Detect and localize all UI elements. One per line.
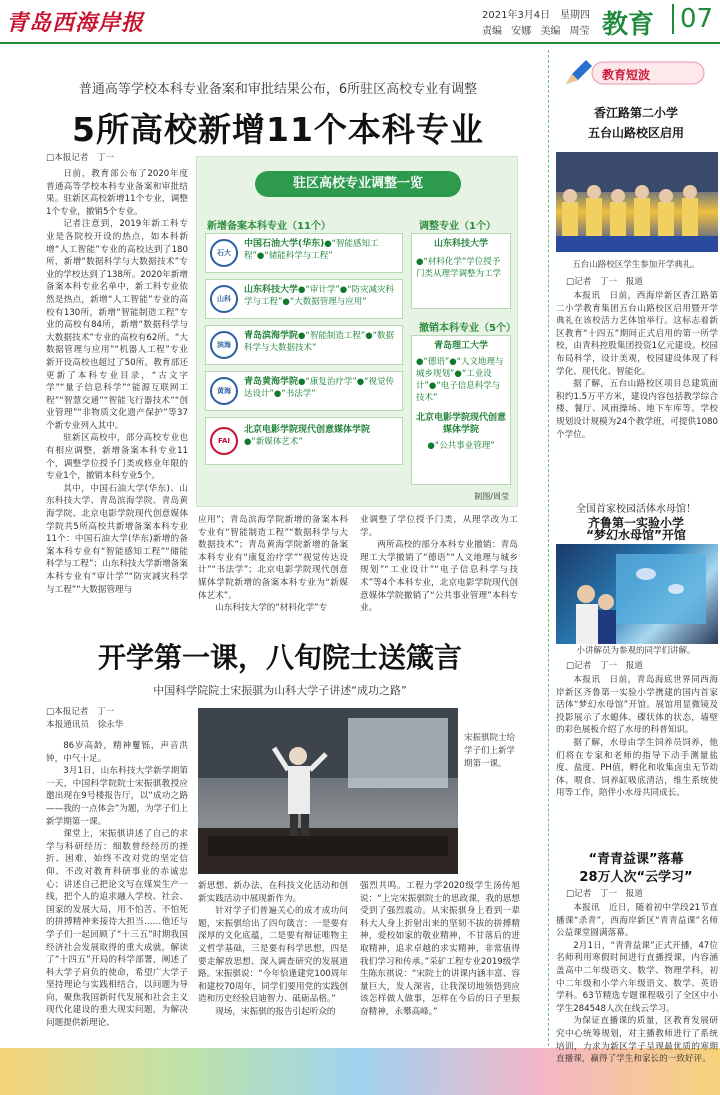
school-majors: ●“审计学”●“防灾减灾科学与工程”●“大数据管理与应用” (244, 285, 395, 307)
paragraph: 山东科技大学的“材料化学”专 (215, 603, 328, 614)
news3-byline: □记者 丁一 报道 (566, 889, 643, 899)
paragraph: 为保证直播课的质量，区教育发展研究中心统筹规划，对主播教师进行了系统培训，力求为新区学子呈现最优质的寒期直播课，赢得了学生和家长的一致好评。 (556, 1016, 718, 1065)
article2-byline (46, 706, 186, 731)
news2-body (556, 674, 718, 804)
major-adjustment-infographic (196, 156, 518, 507)
school-seal-icon: 山科 (210, 285, 238, 313)
paragraph: 据了解，水母由学生饲养员饲养，他们将在专家和老师的指导下动手测量盐度、盐度、PH值，孵化和收集卤虫无节幼体、喂食、饲养缸吸底清洁，维生系统使用等工作，陪伴小水母共同成长。 (556, 737, 718, 799)
article2-headline: 开学第一课，八旬院士送箴言 (97, 641, 462, 674)
school-name: 北京电影学院现代创意媒体学院 (244, 425, 371, 435)
article1-column-3 (360, 514, 518, 624)
new-majors-header: 新增备案本科专业（11个） (207, 221, 331, 232)
article2-subtitle: 中国科学院院士宋振骐为山科大学子讲述“成功之路” (153, 684, 407, 697)
school-majors: ●“新媒体艺术” (244, 437, 303, 447)
infographic-title: 驻区高校专业调整一览 (292, 176, 423, 191)
paragraph: 本报讯 近日，随着初中学段21节直播课“杀青”，西海岸新区“青青益课”名师公益课堂圆满落幕。 (556, 903, 718, 939)
page-number: 07 (672, 4, 713, 34)
news1-headline-2: 五台山路校区启用 (587, 126, 684, 140)
infographic-credit: 制图/周莹 (474, 492, 509, 501)
news1-photo-caption: 五台山路校区学生参加开学典礼。 (572, 260, 700, 270)
school-name: 中国石油大学(华东) (244, 239, 325, 249)
jellyfish-hall-photo (556, 544, 718, 644)
paragraph: 本报讯 日前，青岛海底世界同西海岸新区齐鲁第一实验小学携建的国内首家活体“梦幻水母馆”开馆。展馆用显微镜及投影展示了水螅体、碟状体的状态，墙壁的彩色展板介绍了水母的科普知识。 (556, 675, 718, 736)
students-illustration (556, 152, 718, 252)
revoke-detail: ●“公共事业管理” (427, 441, 495, 451)
school-seal-icon: 黄海 (210, 377, 238, 405)
school-majors: ●“智能制造工程”●“数据科学与大数据技术” (244, 331, 395, 353)
issue-weekday: 星期四 (560, 10, 590, 21)
news2-byline: □记者 丁一 报道 (566, 661, 643, 671)
brief-badge-label: 教育短波 (602, 68, 651, 82)
lecture-photo (198, 708, 458, 874)
article1-byline: □本报记者 丁一 (46, 153, 115, 163)
infographic-title-pill (255, 171, 461, 197)
school-box-sdust (205, 279, 403, 319)
paragraph: 本报讯 日前，西海岸新区香江路第二小学教育集团五台山路校区启用暨开学典礼在该校活力艺体馆举行。这标志着新区教育“十四五”期间正式启用的第一所学校，由青科控股集团投资1亿元建设。校园布局科学，设计美观，校园建设体现了科学化、现代化、智能化。 (556, 291, 718, 377)
school-box-upc (205, 233, 403, 273)
news1-byline: □记者 丁一 报道 (566, 277, 643, 287)
adjust-majors-header: 调整专业（1个） (419, 221, 496, 232)
school-box-bfa (205, 417, 403, 465)
paragraph-continued: 新思想、新办法，在科技文化活动和创新实践活动中展现新作为。 (198, 881, 348, 904)
lecture-illustration (198, 708, 458, 874)
article1-subtitle: 普通高等学校本科专业备案和审批结果公布，6所驻区高校专业有调整 (78, 82, 478, 97)
news1-body (556, 290, 718, 516)
paragraph: 课堂上，宋振骐讲述了自己的求学与科研经历：细数曾经经历的挫折、困难，始终不改对党的坚定信仰、不改对教育科研事业的赤诚忠心；讲述自己把论文写在煤炭生产一线，把个人的追求融入学校、社会、国家的发展大局，用不怕苦、不怕死的拼搏精神来接待大担当……他还与学子们一起回顾了“十三五”时期我国经济社会发展取得的重大成就，解读了“十四五”开局的科学部署，阐述了科大学子肩负的使命，希望广大学子坚持理论与实践相结合，以问题为导向，聚焦我国新时代发展和社会主义现代化建设的重大现实问题，为解决问题提供新理论、 (46, 829, 188, 1029)
paragraph: 86岁高龄，精神矍铄，声音洪钟，中气十足。 (46, 741, 188, 764)
article2-column-1 (46, 740, 188, 1040)
article2-column-3 (360, 880, 520, 1040)
paragraph: 记者注意到，2019年新工科专业是各院校开设的热点，如本科新增“人工智能”专业的高校达到了180所，新增“数据科学与大数据技术”专业的学校达到了138所。2020年新增备案本科专业名单中，新工科专业依然是热点，新增“人工智能”专业的高校有130所，新增“智能制造工程”专业的高校有84所，新增“数据科学与大数据技术”专业的高校有62所。“大数据管理与应用”“机器人工程”专业新开设高校也超过了50所。教育部还更新了本科专业目录，“古文字学”“量子信息科学”“能源互联网工程”“智慧交通”“智能飞行器技术”“创业管理”“非物质文化遗产保护”等37个新专业列入其中。 (46, 219, 188, 431)
editors-line: 责编 安娜 美编 周莹 (482, 26, 590, 37)
news3-headline-2: 28万人次“云学习” (579, 870, 693, 885)
school-seal-icon: 石大 (210, 239, 238, 267)
paragraph: 3月1日，山东科技大学新学期第一天，中国科学院院士宋振骐教授应邀出现在9号楼报告厅，以“成功之路——我的一点体会”为题，为学子们上新学期第一课。 (46, 766, 188, 827)
paragraph-continued: 业调整了学位授予门类，从理学改为工学。 (360, 515, 518, 538)
issue-date: 2021年3月4日 (482, 10, 551, 21)
brief-badge (562, 58, 710, 88)
paragraph-continued: 强烈共鸣。工程力学2020级学生汤传旭说：“上完宋振骐院士的思政课，我的思想受到了强烈震动。从宋振骐身上看到一辈科大人身上折射出来的坚韧不拔的拼搏精神，爱校如家的敬业精神，不甘落后的进取精神，追求卓越的求实精神，非常值得我们学习和传承。”采矿工程专业2019级学生陈东祺说：“宋院士的讲课内涵丰富、容量巨大，发人深省，让我深切地领悟到应该怎样做人做事，怎样在今后的日子里振奋精神，永攀高峰。” (360, 881, 520, 1017)
school-name: 青岛黄海学院 (244, 377, 299, 387)
school-box-huanghai (205, 371, 403, 411)
newspaper-logo: 青岛西海岸报 (6, 10, 145, 36)
news2-kicker: 全国首家校园活体水母馆！ (576, 504, 696, 515)
revoke-box (411, 335, 511, 485)
news2-headline-1: 齐鲁第一实验小学 (587, 516, 684, 530)
school-name: 山东科技大学 (244, 285, 299, 295)
paragraph: 日前，教育部公布了2020年度普通高等学校本科专业备案和审批结果。驻新区高校新增11个专业，调整1个专业，撤销5个专业。 (46, 169, 188, 217)
article2-column-2 (198, 880, 348, 1040)
school-box-binhai (205, 325, 403, 365)
school-majors: ●“智能感知工程”●“储能科学与工程” (244, 239, 379, 261)
paragraph-continued: 应用”；青岛滨海学院新增的备案本科专业有“智能制造工程”“数据科学与大数据技术”；青岛黄海学院新增的备案本科专业有“康复治疗学”“视觉传达设计”“书法学”；北京电影学院现代创意媒体学院新增的备案本科专业为“新媒体艺术”。 (198, 515, 348, 601)
paragraph: 驻新区高校中，部分高校专业也有相应调整，新增备案本科专业11个，调整学位授予门类或修业年限的专业1个，撤销本科专业5个。 (46, 433, 188, 482)
adjust-school-name: 山东科技大学 (433, 239, 488, 249)
paragraph: 2月1日，“青青益课”正式开播，47位名师利用寒假时间进行直播授课，内容涵盖高中二年级语文、数学、物理学科，初中二年级和小学六年级语文、数学、英语学科。63节精选专题课程吸引了全区中小学生284548人次在线云学习。 (556, 940, 718, 1014)
news2-photo-caption: 小讲解员为参观的同学们讲解。 (576, 646, 696, 656)
aquarium-illustration (556, 544, 718, 644)
school-seal-icon: FAI (210, 427, 238, 455)
article1-column-2 (198, 514, 348, 624)
byline-correspondent: 本报通讯员 徐永华 (46, 719, 124, 730)
revoke-school-name: 北京电影学院现代创意媒体学院 (416, 413, 507, 435)
school-majors: ●“康复治疗学”●“视觉传达设计”●“书法学” (244, 377, 395, 399)
revoke-detail: ●“德语”●“人文地理与城乡规划”●“工业设计”●“电子信息科学与技术” (416, 357, 504, 403)
news3-body (556, 902, 718, 1065)
news2-headline-2: “梦幻水母馆”开馆 (586, 528, 686, 542)
section-name: 教育 (602, 10, 655, 40)
adjust-detail: ●“材料化学”学位授予门类从理学调整为工学 (416, 257, 502, 279)
adjust-box (411, 233, 511, 309)
school-name: 青岛滨海学院 (244, 331, 299, 341)
news1-headline-1: 香江路第二小学 (593, 106, 678, 120)
paragraph: 两所高校的部分本科专业撤销：青岛理工大学撤销了“德语”“人文地理与城乡规划”“工业设计”“电子信息科学与技术”等4个本科专业，北京电影学院现代创意媒体学院撤销了“公共事业管理”本科专业。 (360, 540, 518, 614)
article1-headline: 5所高校新增11个本科专业 (72, 110, 484, 149)
masthead (0, 0, 720, 44)
revoke-majors-header: 撤销本科专业（5个） (419, 323, 516, 334)
paragraph: 其中，中国石油大学(华东)、山东科技大学、青岛滨海学院、青岛黄海学院、北京电影学院现代创意媒体学院共5所高校共新增备案本科专业11个：中国石油大学(华东)新增的备案本科专业有“智能感知工程”“储能科学与工程”；山东科技大学新增备案本科专业有“审计学”“防灾减灾科学与工程”“大数据管理与 (46, 483, 188, 595)
paragraph: 针对学子们普遍关心的成才成功问题，宋振骐给出了四句箴言：一是要有深厚的文化底蕴，二是要有辩证唯物主义哲学基础，三是要有科学思想，四是要走解放思想、深入调查研究的发展道路。宋振骐说：“今年恰逢建党100周年和建校70周年，同学们要用党的实践创造和历史经验启迪智力、砥砺品格。” (198, 906, 348, 1005)
revoke-school-name: 青岛理工大学 (433, 341, 488, 351)
byline-reporter: □本报记者 丁一 (46, 707, 115, 717)
lecture-photo-caption: 宋振骐院士给学子们上新学期第一课。 (464, 733, 516, 769)
news3-headline-1: “青青益课”落幕 (588, 852, 684, 867)
school-seal-icon: 滨海 (210, 331, 238, 359)
article1-column-1 (46, 168, 188, 608)
paragraph: 据了解，五台山路校区项目总建筑面积约1.5万平方米，建设内容包括教学综合楼、餐厅、风雨操场、地下车库等。学校规划设计规模为24个教学班，可提供1080个学位。 (556, 379, 718, 440)
paragraph: 现场，宋振骐的报告引起听众的 (215, 1006, 336, 1017)
school-opening-photo (556, 152, 718, 252)
